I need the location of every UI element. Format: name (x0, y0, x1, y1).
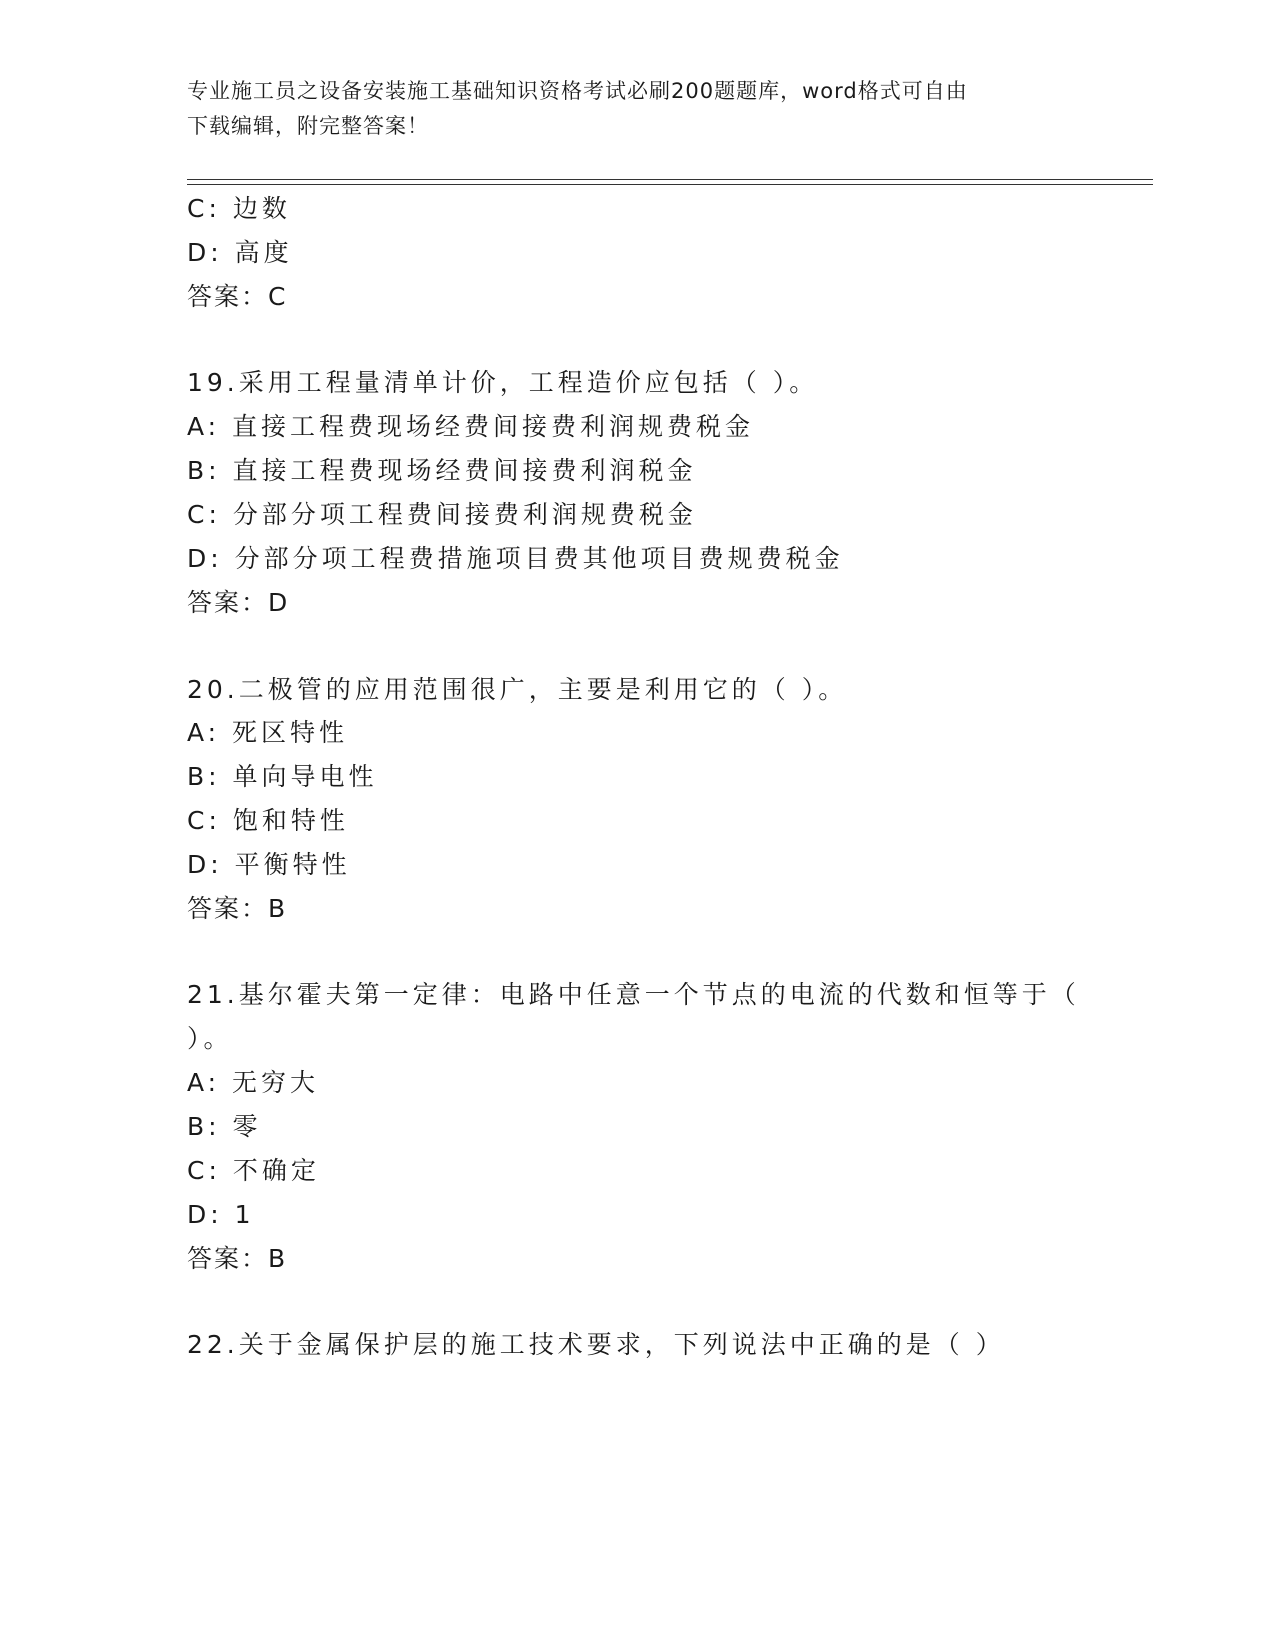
q21-option-d: D: 1 (187, 1200, 255, 1229)
q19-option-a: A: 直接工程费现场经费间接费利润规费税金 (187, 412, 755, 441)
q21-option-a: A: 无穷大 (187, 1068, 320, 1097)
q19-question: 19.采用工程量清单计价，工程造价应包括（ ）。 (187, 368, 819, 397)
header-divider (187, 179, 1153, 180)
q20-option-b: B: 单向导电性 (187, 762, 378, 791)
q19-option-d: D: 分部分项工程费措施项目费其他项目费规费税金 (187, 544, 844, 573)
q21-option-c: C: 不确定 (187, 1156, 320, 1185)
header-title-line-1: 专业施工员之设备安装施工基础知识资格考试必刷200题题库，word格式可自由 (187, 79, 968, 103)
q20-option-c: C: 饱和特性 (187, 806, 349, 835)
q20-option-a: A: 死区特性 (187, 718, 349, 747)
header-title-line-2: 下载编辑，附完整答案！ (187, 114, 429, 138)
q18-option-c: C: 边数 (187, 194, 291, 223)
q21-question-line-2: ）。 (187, 1024, 233, 1053)
q21-question-line-1: 21.基尔霍夫第一定律：电路中任意一个节点的电流的代数和恒等于（ (187, 980, 1080, 1009)
q20-answer: 答案：B (187, 894, 288, 923)
q18-option-d: D: 高度 (187, 238, 293, 267)
q21-answer: 答案：B (187, 1244, 288, 1273)
header-divider-double (187, 184, 1153, 185)
q20-option-d: D: 平衡特性 (187, 850, 351, 879)
q20-question: 20.二极管的应用范围很广，主要是利用它的（ ）。 (187, 675, 848, 704)
q18-answer: 答案：C (187, 282, 288, 311)
q21-option-b: B: 零 (187, 1112, 262, 1141)
document-header (187, 74, 1087, 144)
q22-question: 22.关于金属保护层的施工技术要求，下列说法中正确的是（ ） (187, 1330, 1005, 1359)
q19-answer: 答案：D (187, 588, 290, 617)
q19-option-b: B: 直接工程费现场经费间接费利润税金 (187, 456, 697, 485)
q19-option-c: C: 分部分项工程费间接费利润规费税金 (187, 500, 697, 529)
